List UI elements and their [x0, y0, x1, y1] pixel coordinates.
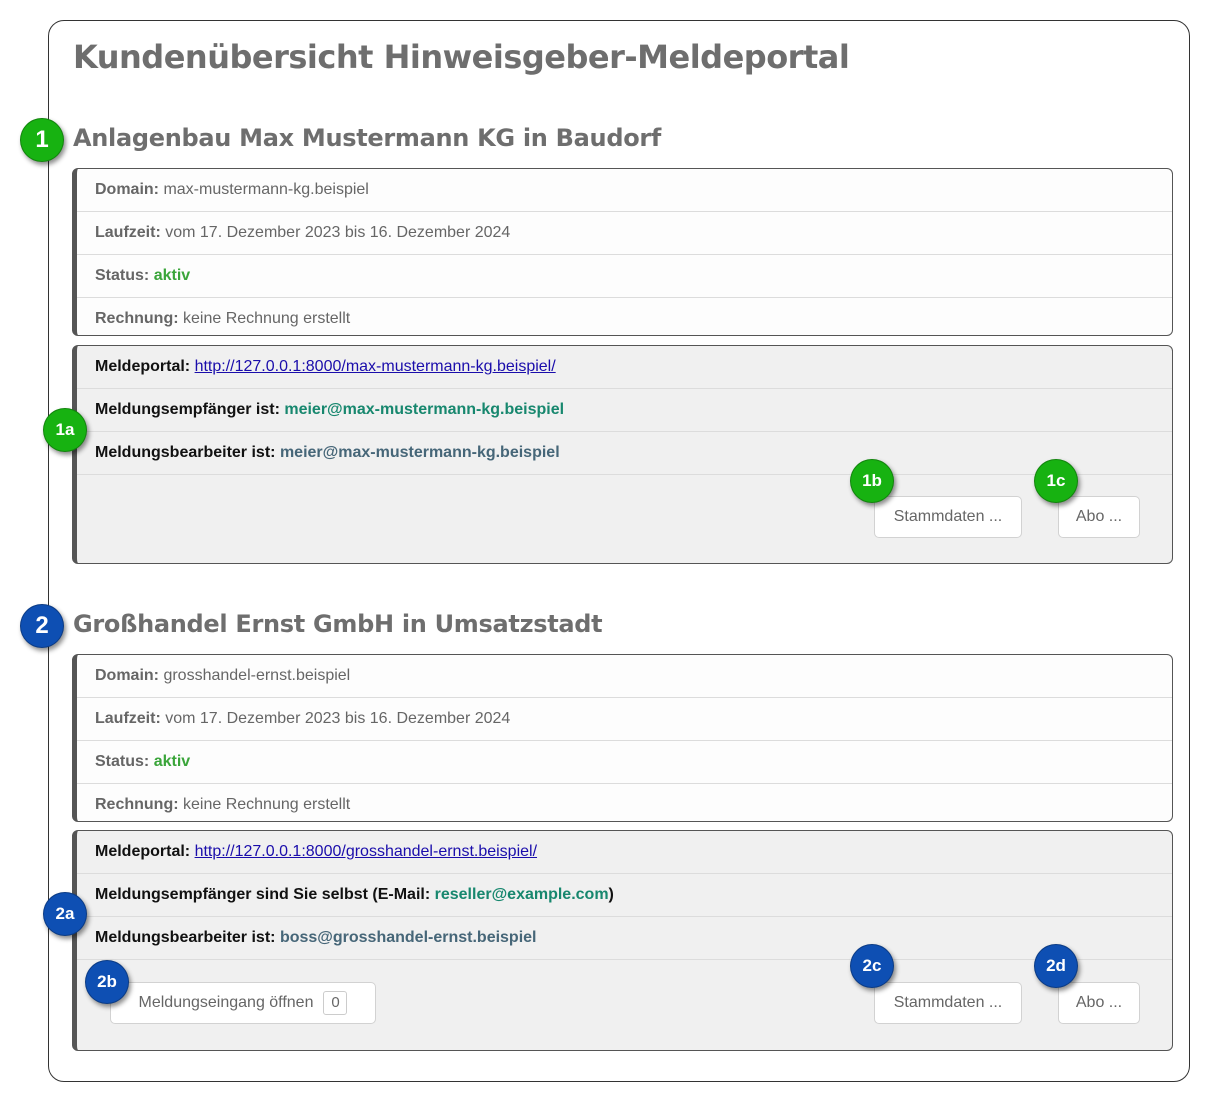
status-value: aktiv — [153, 267, 191, 284]
portal-link[interactable]: http://127.0.0.1:8000/max-mustermann-kg.beispiel/ — [194, 358, 556, 375]
status-row: Status: aktiv — [77, 255, 1172, 298]
laufzeit-row: Laufzeit: vom 17. Dezember 2023 bis 16. Dezember 2024 — [77, 212, 1172, 255]
bearbeiter-row: Meldungsbearbeiter ist: meier@max-mustermann-kg.beispiel — [77, 432, 1172, 475]
inbox-count-badge: 0 — [323, 991, 347, 1015]
abo-button[interactable]: Abo ... — [1058, 982, 1140, 1024]
bearbeiter-email: meier@max-mustermann-kg.beispiel — [279, 444, 560, 461]
empfaenger-email: meier@max-mustermann-kg.beispiel — [284, 401, 565, 418]
open-inbox-button[interactable] — [110, 982, 376, 1024]
empfaenger-row: Meldungsempfänger ist: meier@max-mustermann-kg.beispiel — [77, 389, 1172, 432]
laufzeit-row: Laufzeit: vom 17. Dezember 2023 bis 16. Dezember 2024 — [77, 698, 1172, 741]
meldeportal-row: Meldeportal: http://127.0.0.1:8000/max-mustermann-kg.beispiel/ — [77, 346, 1172, 389]
laufzeit-value: vom 17. Dezember 2023 bis 16. Dezember 2024 — [165, 224, 511, 241]
abo-button[interactable]: Abo ... — [1058, 496, 1140, 538]
customer-info-card — [72, 168, 1173, 336]
status-row: Status: aktiv — [77, 741, 1172, 784]
status-value: aktiv — [153, 753, 191, 770]
marker-2a: 2a — [43, 892, 87, 936]
marker-2c: 2c — [850, 944, 894, 988]
meldeportal-row: Meldeportal: http://127.0.0.1:8000/grosshandel-ernst.beispiel/ — [77, 831, 1172, 874]
empfaenger-email: reseller@example.com — [434, 886, 609, 903]
open-inbox-label: Meldungseingang öffnen — [138, 994, 314, 1011]
empfaenger-row: Meldungsempfänger sind Sie selbst (E-Mail: reseller@example.com) — [77, 874, 1172, 917]
marker-1: 1 — [20, 118, 64, 162]
rechnung-value: keine Rechnung erstellt — [183, 796, 351, 813]
stammdaten-button[interactable]: Stammdaten ... — [874, 496, 1022, 538]
domain-value: max-mustermann-kg.beispiel — [163, 181, 369, 198]
domain-row: Domain: grosshandel-ernst.beispiel — [77, 655, 1172, 698]
stammdaten-button[interactable]: Stammdaten ... — [874, 982, 1022, 1024]
domain-row: Domain: max-mustermann-kg.beispiel — [77, 169, 1172, 212]
marker-1c: 1c — [1034, 459, 1078, 503]
page-title: Kundenübersicht Hinweisgeber-Meldeportal — [73, 38, 850, 76]
laufzeit-value: vom 17. Dezember 2023 bis 16. Dezember 2024 — [165, 710, 511, 727]
marker-2: 2 — [20, 604, 64, 648]
rechnung-row: Rechnung: keine Rechnung erstellt — [95, 796, 351, 813]
rechnung-row: Rechnung: keine Rechnung erstellt — [95, 310, 351, 327]
customer-info-card — [72, 654, 1173, 822]
marker-1a: 1a — [43, 408, 87, 452]
customer-name: Großhandel Ernst GmbH in Umsatzstadt — [73, 610, 603, 638]
marker-2d: 2d — [1034, 944, 1078, 988]
marker-1b: 1b — [850, 459, 894, 503]
portal-link[interactable]: http://127.0.0.1:8000/grosshandel-ernst.beispiel/ — [194, 843, 538, 860]
bearbeiter-email: boss@grosshandel-ernst.beispiel — [279, 929, 537, 946]
customer-name: Anlagenbau Max Mustermann KG in Baudorf — [73, 124, 662, 152]
rechnung-value: keine Rechnung erstellt — [183, 310, 351, 327]
domain-value: grosshandel-ernst.beispiel — [163, 667, 351, 684]
marker-2b: 2b — [85, 960, 129, 1004]
bearbeiter-row: Meldungsbearbeiter ist: boss@grosshandel-ernst.beispiel — [77, 917, 1172, 960]
